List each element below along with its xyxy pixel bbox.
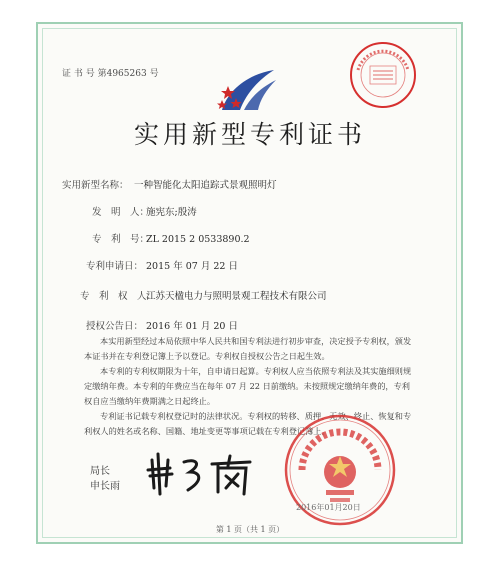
page-title: 实用新型专利证书	[133, 120, 366, 149]
handwritten-signature	[140, 450, 260, 500]
field-value-grant-date: 2016 年 01 月 20 日	[146, 321, 238, 332]
seal-date: 2016年01月20日	[296, 503, 361, 512]
field-label-grant-date: 授权公告日：	[86, 321, 144, 332]
patent-office-logo	[214, 64, 284, 116]
agency-stamp	[348, 40, 418, 110]
certificate-number-label: 证 书 号 第	[62, 69, 107, 79]
field-value-filing-date: 2015 年 07 月 22 日	[146, 261, 238, 272]
paragraph-status: 专利证书记载专利权登记时的法律状况。专利权的转移、质押、无效、终止、恢复和专利权人的姓名或名称、国籍、地址变更等事项记载在专利登记簿上。	[84, 411, 412, 436]
signature-title: 局长	[90, 466, 110, 477]
field-label-name: 实用新型名称：	[62, 180, 129, 191]
field-label-patent-no: 专 利 号：	[92, 234, 150, 245]
field-value-patent-no: ZL 2015 2 0533890.2	[146, 234, 250, 245]
field-value-inventor: 施宪东;殷涛	[146, 207, 197, 218]
certificate-number: 4965263	[106, 69, 147, 79]
field-value-name: 一种智能化太阳追踪式景观照明灯	[134, 180, 277, 191]
page-footer: 第 1 页（共 1 页）	[215, 525, 285, 534]
field-value-owner: 江苏天楹电力与照明景观工程技术有限公司	[146, 291, 327, 302]
paragraph-grant: 本实用新型经过本局依照中华人民共和国专利法进行初步审查，决定授予专利权，颁发本证书并在专利登记簿上予以登记。专利权自授权公告之日起生效。	[84, 336, 412, 361]
field-label-owner: 专 利 权 人：	[80, 291, 157, 302]
field-label-filing-date: 专利申请日：	[86, 261, 144, 272]
certificate-number-suffix: 号	[149, 69, 159, 79]
certificate-number-line	[62, 70, 159, 79]
signature-name-printed: 申长雨	[90, 481, 120, 492]
field-label-inventor: 发 明 人：	[92, 207, 150, 218]
paragraph-term: 本专利的专利权期限为十年，自申请日起算。专利权人应当依照专利法及其实施细则规定缴纳年费。本专利的年费应当在每年 07 月 22 日前缴纳。未按照规定缴纳年费的，专利权自应当缴纳年费期满之日起终止。	[84, 366, 412, 406]
